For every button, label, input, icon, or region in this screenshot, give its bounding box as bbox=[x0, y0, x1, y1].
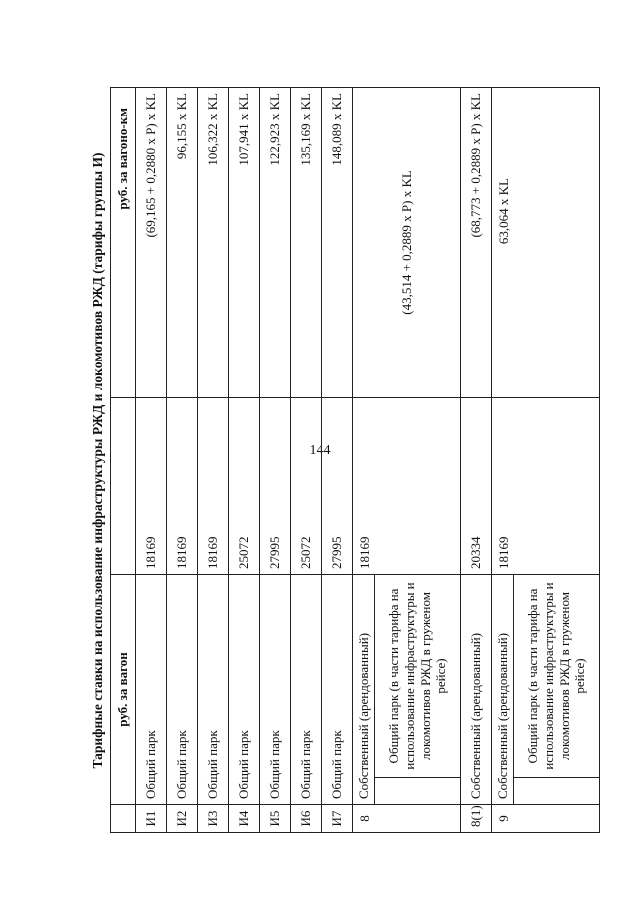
row-id: И5 bbox=[260, 805, 291, 833]
header-rub-per-wagon: руб. за вагон bbox=[111, 574, 136, 804]
row-name: Общий парк bbox=[136, 574, 167, 804]
row-id: И1 bbox=[136, 805, 167, 833]
table-title: Тарифные ставки на использование инфраструктуры РЖД и локомотивов РЖД (тарифы группы И) bbox=[90, 152, 105, 769]
page-number: 144 bbox=[309, 443, 331, 458]
row-rub-per-wagon: 20334 bbox=[461, 397, 492, 574]
row-name: Общий парк bbox=[260, 574, 291, 804]
header-empty bbox=[111, 805, 136, 833]
row-rub-per-wagon-km: (69,165 + 0,2880 x P) x KL bbox=[136, 87, 167, 397]
table-row bbox=[167, 87, 198, 832]
row-rub-per-wagon: 18169 bbox=[167, 397, 198, 574]
row-rub-per-wagon: 18169 bbox=[353, 397, 461, 574]
table-row bbox=[136, 87, 167, 832]
table-row bbox=[492, 87, 514, 832]
row-rub-per-wagon-km: (43,514 + 0,2889 x P) x KL bbox=[353, 87, 461, 397]
row-rub-per-wagon: 25072 bbox=[291, 397, 322, 574]
table-row bbox=[198, 87, 229, 832]
table-row bbox=[260, 87, 291, 832]
row-id: И2 bbox=[167, 805, 198, 833]
table-row bbox=[291, 87, 322, 832]
table-row bbox=[461, 87, 492, 832]
row-id: 8(1) bbox=[461, 805, 492, 833]
row-indent bbox=[514, 778, 600, 805]
rotated-table-block bbox=[90, 88, 590, 833]
table-row bbox=[353, 87, 375, 832]
row-rub-per-wagon: 18169 bbox=[492, 397, 600, 574]
row-id: И6 bbox=[291, 805, 322, 833]
tariff-table bbox=[110, 87, 600, 833]
row-rub-per-wagon-km: 107,941 x KL bbox=[229, 87, 260, 397]
row-rub-per-wagon-km: 135,169 x KL bbox=[291, 87, 322, 397]
header-empty-2 bbox=[111, 397, 136, 574]
row-indent bbox=[375, 778, 461, 805]
row-rub-per-wagon: 27995 bbox=[260, 397, 291, 574]
row-rub-per-wagon: 25072 bbox=[229, 397, 260, 574]
row-rub-per-wagon-km: 122,923 x KL bbox=[260, 87, 291, 397]
row-subname: Общий парк (в части тарифа на использование инфраструктуры и локомотивов РЖД в груженом рейсе) bbox=[514, 574, 600, 777]
row-name: Общий парк bbox=[322, 574, 353, 804]
row-rub-per-wagon: 18169 bbox=[198, 397, 229, 574]
row-rub-per-wagon: 27995 bbox=[322, 397, 353, 574]
row-rub-per-wagon-km: 106,322 x KL bbox=[198, 87, 229, 397]
row-rub-per-wagon-km: 148,089 x KL bbox=[322, 87, 353, 397]
row-subname: Общий парк (в части тарифа на использование инфраструктуры и локомотивов РЖД в груженом рейсе) bbox=[375, 574, 461, 777]
row-rub-per-wagon-km: 96,155 x KL bbox=[167, 87, 198, 397]
row-name: Собственный (арендованный) bbox=[353, 574, 375, 804]
row-id: 8 bbox=[353, 805, 461, 833]
table-header-row bbox=[111, 87, 136, 832]
row-rub-per-wagon-km: (68,773 + 0,2889 x P) x KL bbox=[461, 87, 492, 397]
table-row bbox=[322, 87, 353, 832]
row-name: Собственный (арендованный) bbox=[461, 574, 492, 804]
row-rub-per-wagon-km: 63,064 x KL bbox=[492, 87, 600, 397]
header-rub-per-wagon-km: руб. за вагоно-км bbox=[111, 87, 136, 397]
row-rub-per-wagon: 18169 bbox=[136, 397, 167, 574]
row-name: Общий парк bbox=[167, 574, 198, 804]
row-name: Общий парк bbox=[229, 574, 260, 804]
row-id: И3 bbox=[198, 805, 229, 833]
row-name: Общий парк bbox=[198, 574, 229, 804]
row-name: Собственный (арендованный) bbox=[492, 574, 514, 804]
row-name: Общий парк bbox=[291, 574, 322, 804]
row-id: И4 bbox=[229, 805, 260, 833]
row-id: 9 bbox=[492, 805, 600, 833]
row-id: И7 bbox=[322, 805, 353, 833]
table-row bbox=[229, 87, 260, 832]
